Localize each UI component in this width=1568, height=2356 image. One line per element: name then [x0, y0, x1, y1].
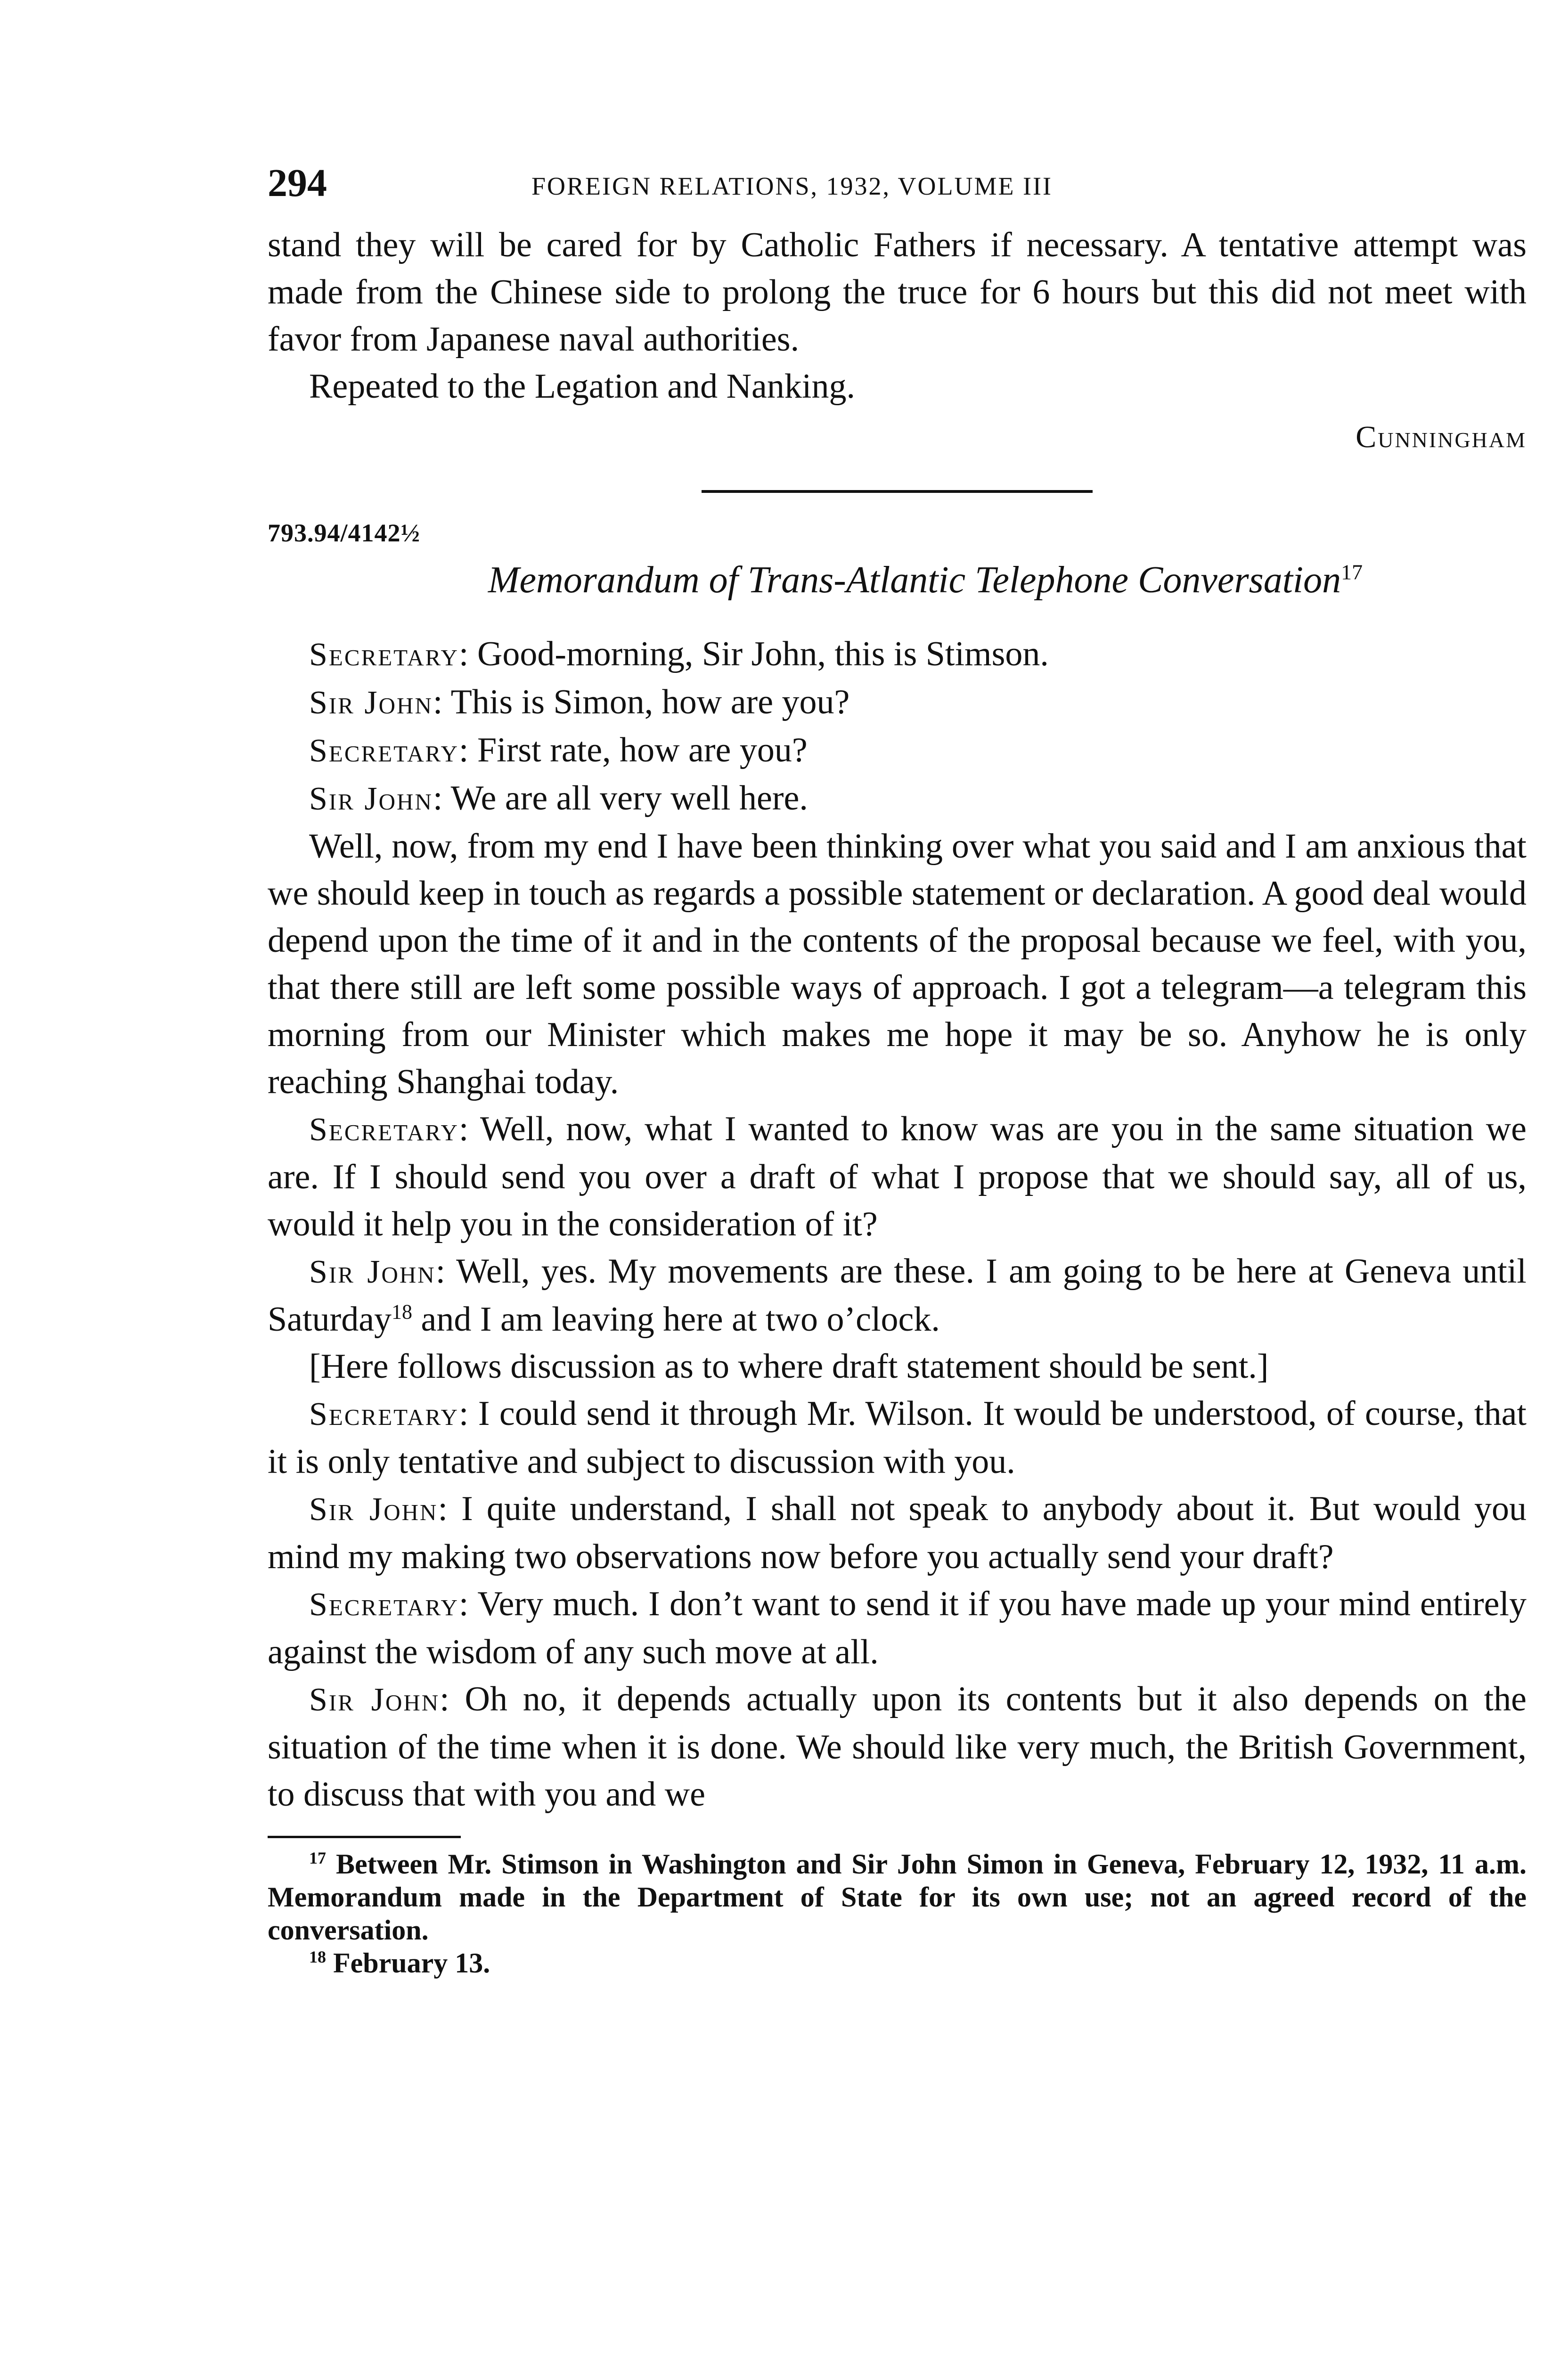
- dialogue-line: Secretary: I could send it through Mr. Wilson. It would be understood, of course, that it is only tentative and subject to discussion with you.: [268, 1394, 1527, 1481]
- speaker-label: Secretary: [309, 1587, 459, 1623]
- running-head: [268, 160, 1527, 221]
- dialogue-line: Sir John: Well, yes. My movements are these. I am going to be here at Geneva until Saturday$^{18}$ and I am leaving here at two o’clock.: [268, 1252, 1527, 1339]
- speaker-label: Sir John: [309, 1254, 436, 1290]
- dialogue-line: Sir John: This is Simon, how are you?: [309, 683, 850, 721]
- dialogue-line: Sir John: We are all very well here.: [309, 779, 808, 818]
- section-divider: [702, 490, 1093, 493]
- dialogue-text: Well, now, what I wanted to know was are you in the same situation we are. If I should send you over a draft of what I propose that we should say, all of us, would it help you in the consideration of it?: [268, 1110, 1527, 1243]
- footnote: [268, 1947, 1527, 1980]
- footnote-mark: 18: [309, 1947, 326, 1966]
- footnote-ref: 18: [392, 1300, 413, 1324]
- dialogue-line: Secretary: Good-morning, Sir John, this is Stimson.: [309, 635, 1049, 673]
- page-number: 294: [268, 161, 327, 205]
- dialogue-line: Secretary: Very much. I don’t want to send it if you have made up your mind entirely against the wisdom of any such move at all.: [268, 1585, 1527, 1671]
- repeated-note: Repeated to the Legation and Nanking.: [309, 367, 855, 406]
- editorial-note: [Here follows discussion as to where draft statement should be sent.]: [309, 1347, 1269, 1386]
- speaker-label: Sir John: [309, 781, 433, 817]
- dialogue-text: First rate, how are you?: [477, 731, 808, 769]
- dialogue-line: Secretary: Well, now, what I wanted to know was are you in the same situation we are. If I should send you over a draft of what I propose that we should say, all of us, would it help you in the consideration of it?: [268, 1110, 1527, 1243]
- speaker-label: Sir John: [309, 1682, 440, 1718]
- signature: Cunningham: [1356, 420, 1527, 454]
- dialogue-text: This is Simon, how are you?: [450, 683, 850, 721]
- continuation-paragraph: stand they will be cared for by Catholic Fathers if necessary. A tentative attempt was made from the Chinese side to prolong the truce for 6 hours but this did not meet with favor from Japanese naval authorities.: [268, 226, 1527, 359]
- dialogue-text: and I am leaving here at two o’clock.: [412, 1300, 940, 1339]
- dialogue-text: I quite understand, I shall not speak to anybody about it. But would you mind my making two observations now before you actually send your draft?: [268, 1489, 1527, 1576]
- running-title: FOREIGN RELATIONS, 1932, VOLUME III: [531, 172, 1053, 200]
- footnote-text: Between Mr. Stimson in Washington and Sir John Simon in Geneva, February 12, 1932, 11 a.m. Memorandum made in the Department of State for its own use; not an agreed record of the conversation.: [268, 1849, 1527, 1946]
- file-number: 793.94/4142½: [268, 519, 421, 547]
- dialogue-text: Very much. I don’t want to send it if you have made up your mind entirely against the wisdom of any such move at all.: [268, 1585, 1527, 1671]
- dialogue-text: Good-morning, Sir John, this is Stimson.: [477, 635, 1049, 673]
- memo-title-text: Memorandum of Trans-Atlantic Telephone Conversation: [488, 559, 1341, 601]
- footnote: [268, 1848, 1527, 1947]
- dialogue-continuation: Well, now, from my end I have been thinking over what you said and I am anxious that we should keep in touch as regards a possible statement or declaration. A good deal would depend upon the time of it and in the contents of the proposal because we feel, with you, that there still are left some possible ways of approach. I got a telegram—a telegram this morning from our Minister which makes me hope it may be so. Anyhow he is only reaching Shanghai today.: [268, 827, 1527, 1101]
- speaker-label: Secretary: [309, 733, 459, 769]
- speaker-label: Sir John: [309, 1491, 438, 1528]
- footnote-text: February 13.: [333, 1947, 490, 1979]
- speaker-label: Secretary: [309, 1112, 459, 1148]
- footnote-mark: 17: [309, 1849, 326, 1867]
- dialogue-text: We are all very well here.: [450, 779, 808, 818]
- speaker-label: Secretary: [309, 1396, 459, 1432]
- speaker-label: Secretary: [309, 637, 459, 673]
- footnote-divider: [268, 1836, 461, 1838]
- dialogue-text: Oh no, it depends actually upon its contents but it also depends on the situation of the time when it is done. We should like very much, the British Government, to discuss that with you and we: [268, 1680, 1527, 1814]
- dialogue-text: Well, yes. My movements are these. I am going to be here at Geneva until Saturday: [268, 1252, 1527, 1339]
- dialogue-line: Secretary: First rate, how are you?: [309, 731, 808, 769]
- speaker-label: Sir John: [309, 685, 433, 721]
- page: [268, 160, 1527, 1980]
- dialogue-text: I could send it through Mr. Wilson. It would be understood, of course, that it is only tentative and subject to discussion with you.: [268, 1394, 1527, 1481]
- dialogue-line: Sir John: Oh no, it depends actually upon its contents but it also depends on the situation of the time when it is done. We should like very much, the British Government, to discuss that with you and we: [268, 1680, 1527, 1814]
- dialogue-line: Sir John: I quite understand, I shall not speak to anybody about it. But would you mind my making two observations now before you actually send your draft?: [268, 1489, 1527, 1576]
- footnote-ref: 17: [1341, 560, 1363, 584]
- memo-title: [324, 554, 1527, 606]
